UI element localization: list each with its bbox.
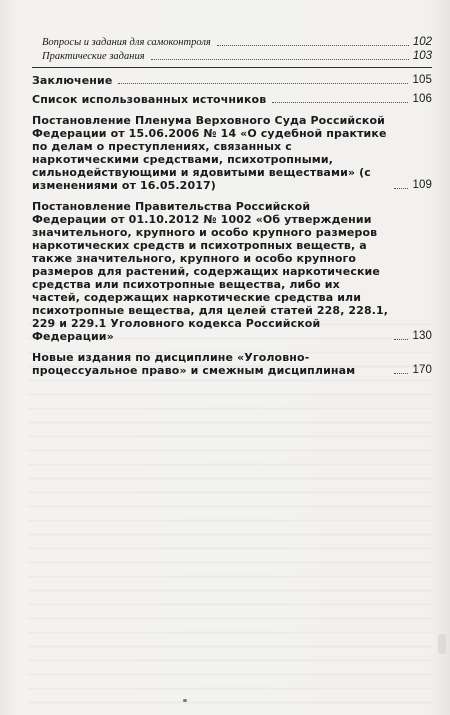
toc-section <box>32 351 432 377</box>
toc-page-number: 102 <box>412 36 432 48</box>
toc-subsection <box>42 36 432 49</box>
toc-page-number: 170 <box>412 364 432 376</box>
print-mark <box>183 699 187 702</box>
toc-entry-title: Список использованных источников <box>32 93 267 106</box>
toc-entry-title: Заключение <box>32 74 113 87</box>
toc-page-number: 106 <box>412 93 432 105</box>
toc-section <box>32 114 432 192</box>
toc-subsection <box>42 50 432 63</box>
dot-leader <box>118 83 408 84</box>
table-of-contents <box>32 36 432 377</box>
dot-leader <box>394 339 408 340</box>
toc-page-number: 130 <box>412 330 432 342</box>
toc-page-number: 105 <box>412 74 432 86</box>
dot-leader <box>272 102 408 103</box>
toc-entry-title: Постановление Правительства Российской Федерации от 01.10.2012 № 1002 «Об утверждении значительного, крупного и особо крупного размеров наркотических средств и психотропных веществ, а также значительного, крупного и особо крупного размеров для растений, содержащих наркотические средства или психотропные вещества, либо их частей, содержащих наркотические средства или психотропные вещества, для целей статей 228, 228.1, 229 и 229.1 Уголовного кодекса Российской Федерации» <box>32 200 389 343</box>
show-through-page-number <box>438 634 446 654</box>
toc-entry-title: Постановление Пленума Верховного Суда Российской Федерации от 15.06.2006 № 14 «О судебной практике по делам о преступлениях, связанных с наркотическими средствами, психотропными, сильнодействующими и ядовитыми веществами» (с изменениями от 16.05.2017) <box>32 114 387 192</box>
dot-leader <box>394 188 408 189</box>
dot-leader <box>394 373 408 374</box>
toc-section <box>32 200 432 343</box>
toc-page-number: 109 <box>412 179 432 191</box>
toc-page-number: 103 <box>412 50 432 62</box>
dot-leader <box>217 45 409 46</box>
dot-leader <box>151 59 409 60</box>
toc-entry-title: Вопросы и задания для самоконтроля <box>42 37 211 48</box>
toc-section <box>32 74 432 87</box>
separator-line <box>32 67 432 68</box>
toc-entry-title: Практические задания <box>42 51 145 62</box>
toc-section <box>32 93 432 106</box>
toc-entry-title: Новые издания по дисциплине «Уголовно-процессуальное право» и смежным дисциплинам <box>32 351 356 377</box>
